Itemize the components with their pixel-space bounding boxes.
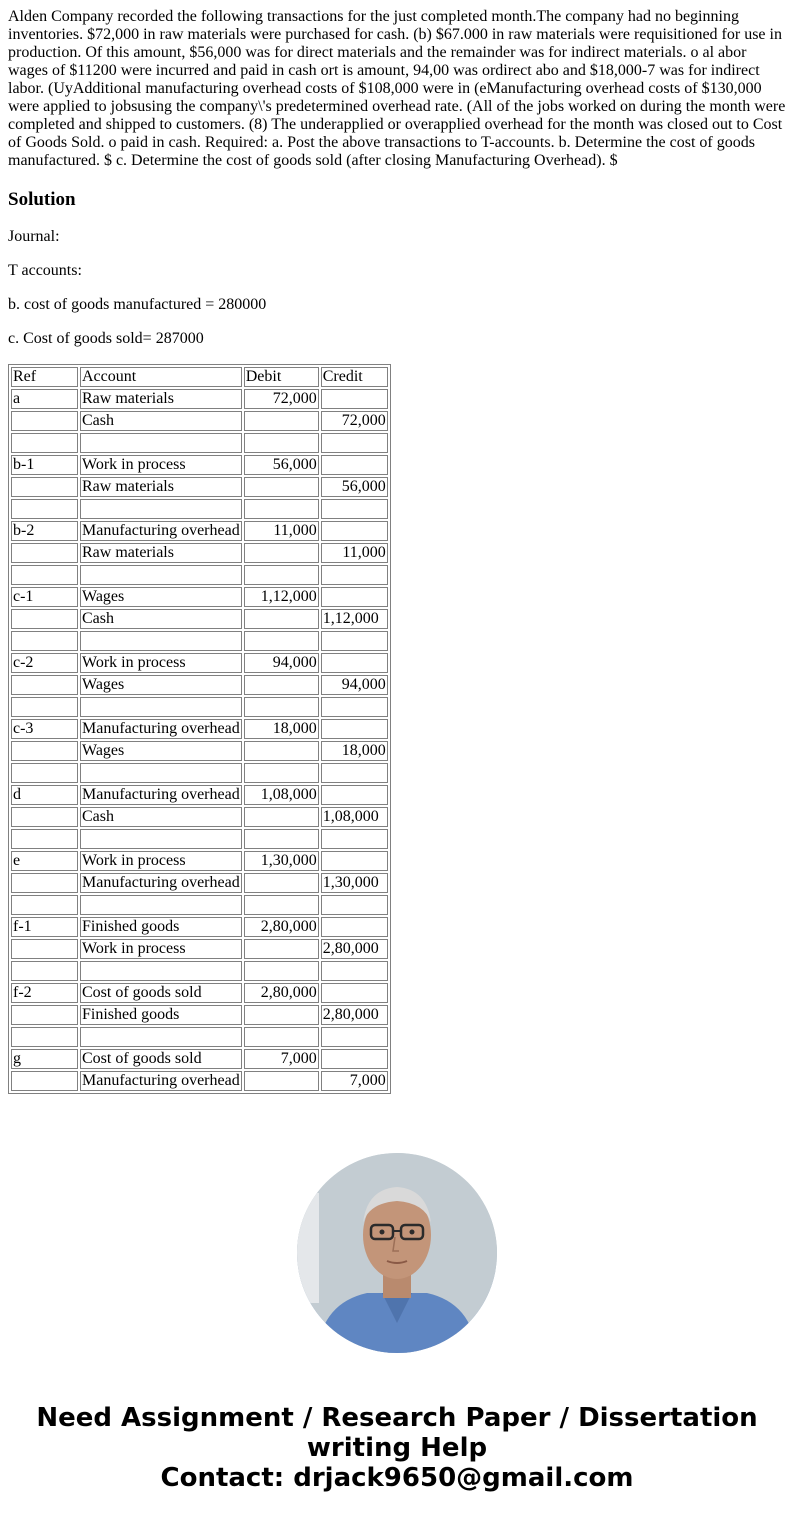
person-portrait-icon bbox=[297, 1153, 497, 1353]
table-row bbox=[11, 983, 388, 1003]
ref-cell bbox=[11, 1071, 78, 1091]
debit-cell bbox=[244, 631, 319, 651]
ref-cell bbox=[11, 807, 78, 827]
credit-cell: 7,000 bbox=[321, 1071, 388, 1091]
credit-cell bbox=[321, 653, 388, 673]
credit-cell bbox=[321, 829, 388, 849]
debit-cell bbox=[244, 565, 319, 585]
ref-cell bbox=[11, 961, 78, 981]
credit-cell: 56,000 bbox=[321, 477, 388, 497]
journal-table bbox=[8, 364, 391, 1094]
account-cell bbox=[80, 565, 242, 585]
table-row bbox=[11, 697, 388, 717]
account-cell: Raw materials bbox=[80, 389, 242, 409]
debit-cell bbox=[244, 499, 319, 519]
credit-cell: 18,000 bbox=[321, 741, 388, 761]
account-cell: Finished goods bbox=[80, 917, 242, 937]
ref-cell: c-3 bbox=[11, 719, 78, 739]
table-row bbox=[11, 763, 388, 783]
account-cell: Raw materials bbox=[80, 543, 242, 563]
debit-cell: 56,000 bbox=[244, 455, 319, 475]
table-row bbox=[11, 873, 388, 893]
account-cell bbox=[80, 697, 242, 717]
ref-cell bbox=[11, 1005, 78, 1025]
credit-cell: 72,000 bbox=[321, 411, 388, 431]
account-cell bbox=[80, 829, 242, 849]
ref-cell bbox=[11, 1027, 78, 1047]
credit-cell bbox=[321, 631, 388, 651]
journal-label: Journal: bbox=[8, 228, 60, 245]
table-header-row bbox=[11, 367, 388, 387]
debit-cell: 1,12,000 bbox=[244, 587, 319, 607]
ref-cell bbox=[11, 939, 78, 959]
account-cell: Cost of goods sold bbox=[80, 983, 242, 1003]
credit-cell bbox=[321, 455, 388, 475]
author-photo bbox=[297, 1153, 497, 1353]
ref-cell bbox=[11, 499, 78, 519]
debit-cell bbox=[244, 477, 319, 497]
credit-cell bbox=[321, 763, 388, 783]
account-cell: Manufacturing overhead bbox=[82, 522, 240, 539]
ref-cell: a bbox=[11, 389, 78, 409]
debit-cell: 2,80,000 bbox=[244, 983, 319, 1003]
account-cell: Finished goods bbox=[80, 1005, 242, 1025]
question-text: Alden Company recorded the following transactions for the just completed month.The company had no beginning inventories. $72,000 in raw materials were purchased for cash. (b) $67.000 in raw materials were requisitioned for use in production. Of this amount, $56,000 was for direct materials and the remainder was for indirect materials. o al abor wages of $11200 were incurred and paid in cash ort is amount, 94,00 was ordirect abo and $18,000-7 was for indirect labor. (UyAdditional manufacturing overhead costs of $108,000 were in (eManufacturing overhead costs of $130,000 were applied to jobsusing the company\'s predetermined overhead rate. (All of the jobs worked on during the month were completed and shipped to customers. (8) The underapplied or overapplied overhead for the month was closed out to Cost of Goods Sold. o paid in cash. Required: a. Post the above transactions to T-accounts. b. Determine the cost of goods manufactured. $ c. Determine the cost of goods sold (after closing Manufacturing Overhead). $ bbox=[8, 8, 786, 169]
table-row bbox=[11, 785, 388, 805]
header-account: Account bbox=[80, 367, 242, 387]
ref-cell bbox=[11, 829, 78, 849]
account-cell: Work in process bbox=[80, 455, 242, 475]
table-row bbox=[11, 389, 388, 409]
ref-cell bbox=[11, 675, 78, 695]
account-cell: Wages bbox=[80, 587, 242, 607]
credit-cell bbox=[321, 719, 388, 739]
credit-cell bbox=[321, 895, 388, 915]
credit-cell: 1,08,000 bbox=[321, 807, 388, 827]
account-cell bbox=[80, 895, 242, 915]
ref-cell: b-2 bbox=[11, 521, 78, 541]
table-row bbox=[11, 521, 388, 541]
ref-cell: d bbox=[11, 785, 78, 805]
credit-cell: 11,000 bbox=[321, 543, 388, 563]
account-cell bbox=[80, 433, 242, 453]
header-ref: Ref bbox=[11, 367, 78, 387]
ref-cell bbox=[11, 895, 78, 915]
account-cell: Work in process bbox=[80, 653, 242, 673]
account-cell: Work in process bbox=[80, 851, 242, 871]
account-cell: Work in process bbox=[80, 939, 242, 959]
table-row bbox=[11, 961, 388, 981]
ref-cell bbox=[11, 433, 78, 453]
footer-line-1: Need Assignment / Research Paper / Dissertation bbox=[36, 1403, 758, 1433]
ref-cell: f-2 bbox=[11, 983, 78, 1003]
account-cell: Raw materials bbox=[80, 477, 242, 497]
debit-cell bbox=[244, 609, 319, 629]
table-row bbox=[11, 411, 388, 431]
credit-cell bbox=[321, 521, 388, 541]
debit-cell: 18,000 bbox=[244, 719, 319, 739]
account-cell: Cash bbox=[80, 411, 242, 431]
ref-cell bbox=[11, 565, 78, 585]
debit-cell bbox=[244, 543, 319, 563]
credit-cell bbox=[321, 961, 388, 981]
table-row bbox=[11, 719, 388, 739]
table-row bbox=[11, 433, 388, 453]
account-cell: Wages bbox=[80, 675, 242, 695]
t-accounts-label: T accounts: bbox=[8, 262, 82, 279]
ref-cell bbox=[11, 697, 78, 717]
table-row bbox=[11, 1027, 388, 1047]
debit-cell bbox=[244, 895, 319, 915]
credit-cell bbox=[321, 565, 388, 585]
table-row bbox=[11, 741, 388, 761]
ref-cell: b-1 bbox=[11, 455, 78, 475]
account-cell bbox=[80, 763, 242, 783]
ref-cell bbox=[11, 477, 78, 497]
ref-cell: g bbox=[11, 1049, 78, 1069]
credit-cell: 1,30,000 bbox=[321, 873, 388, 893]
debit-cell: 94,000 bbox=[244, 653, 319, 673]
table-row bbox=[11, 653, 388, 673]
debit-cell: 2,80,000 bbox=[244, 917, 319, 937]
account-cell: Cash bbox=[80, 807, 242, 827]
table-row bbox=[11, 1049, 388, 1069]
ref-cell bbox=[11, 543, 78, 563]
debit-cell bbox=[244, 411, 319, 431]
credit-cell bbox=[321, 851, 388, 871]
debit-cell bbox=[244, 675, 319, 695]
table-row bbox=[11, 477, 388, 497]
debit-cell bbox=[244, 873, 319, 893]
debit-cell bbox=[244, 829, 319, 849]
debit-cell bbox=[244, 961, 319, 981]
ref-cell bbox=[11, 763, 78, 783]
debit-cell bbox=[244, 1027, 319, 1047]
debit-cell bbox=[244, 433, 319, 453]
credit-cell bbox=[321, 1027, 388, 1047]
footer-banner bbox=[0, 1403, 794, 1493]
footer-contact: Contact: drjack9650@gmail.com bbox=[160, 1463, 634, 1493]
cogm-answer: b. cost of goods manufactured = 280000 bbox=[8, 296, 267, 313]
account-cell: Cost of goods sold bbox=[80, 1049, 242, 1069]
table-row bbox=[11, 587, 388, 607]
debit-cell: 11,000 bbox=[244, 521, 319, 541]
debit-cell bbox=[244, 741, 319, 761]
debit-cell: 72,000 bbox=[244, 389, 319, 409]
table-row bbox=[11, 631, 388, 651]
debit-cell: 1,30,000 bbox=[244, 851, 319, 871]
ref-cell bbox=[11, 741, 78, 761]
table-row bbox=[11, 609, 388, 629]
table-row bbox=[11, 807, 388, 827]
debit-cell bbox=[244, 807, 319, 827]
debit-cell bbox=[244, 1005, 319, 1025]
table-row bbox=[11, 829, 388, 849]
ref-cell bbox=[11, 411, 78, 431]
table-row bbox=[11, 939, 388, 959]
table-row bbox=[11, 851, 388, 871]
credit-cell bbox=[321, 983, 388, 1003]
account-cell bbox=[80, 961, 242, 981]
ref-cell: c-2 bbox=[11, 653, 78, 673]
credit-cell: 1,12,000 bbox=[321, 609, 388, 629]
account-cell bbox=[80, 1027, 242, 1047]
account-cell: Manufacturing overhead bbox=[82, 720, 240, 737]
table-row bbox=[11, 499, 388, 519]
credit-cell: 2,80,000 bbox=[321, 939, 388, 959]
credit-cell bbox=[321, 785, 388, 805]
table-row bbox=[11, 565, 388, 585]
ref-cell bbox=[11, 873, 78, 893]
ref-cell: e bbox=[11, 851, 78, 871]
ref-cell: f-1 bbox=[11, 917, 78, 937]
credit-cell bbox=[321, 587, 388, 607]
credit-cell bbox=[321, 389, 388, 409]
table-row bbox=[11, 455, 388, 475]
account-cell bbox=[80, 499, 242, 519]
credit-cell bbox=[321, 499, 388, 519]
table-row bbox=[11, 895, 388, 915]
credit-cell bbox=[321, 917, 388, 937]
footer-line-2: writing Help bbox=[306, 1433, 488, 1463]
account-cell bbox=[80, 631, 242, 651]
account-cell: Cash bbox=[80, 609, 242, 629]
account-cell: Manufacturing overhead bbox=[82, 786, 240, 803]
table-row bbox=[11, 917, 388, 937]
account-cell: Manufacturing overhead bbox=[82, 874, 240, 891]
table-row bbox=[11, 1071, 388, 1091]
table-row bbox=[11, 675, 388, 695]
ref-cell bbox=[11, 609, 78, 629]
account-cell: Manufacturing overhead bbox=[82, 1072, 240, 1089]
account-cell: Wages bbox=[80, 741, 242, 761]
cogs-answer: c. Cost of goods sold= 287000 bbox=[8, 330, 204, 347]
debit-cell: 1,08,000 bbox=[244, 785, 319, 805]
credit-cell bbox=[321, 1049, 388, 1069]
header-credit: Credit bbox=[321, 367, 388, 387]
solution-heading: Solution bbox=[8, 189, 76, 210]
table-row bbox=[11, 1005, 388, 1025]
credit-cell bbox=[321, 697, 388, 717]
credit-cell: 2,80,000 bbox=[321, 1005, 388, 1025]
debit-cell bbox=[244, 763, 319, 783]
credit-cell: 94,000 bbox=[321, 675, 388, 695]
ref-cell: c-1 bbox=[11, 587, 78, 607]
credit-cell bbox=[321, 433, 388, 453]
debit-cell bbox=[244, 697, 319, 717]
header-debit: Debit bbox=[244, 367, 319, 387]
debit-cell bbox=[244, 1071, 319, 1091]
debit-cell: 7,000 bbox=[244, 1049, 319, 1069]
debit-cell bbox=[244, 939, 319, 959]
ref-cell bbox=[11, 631, 78, 651]
table-row bbox=[11, 543, 388, 563]
